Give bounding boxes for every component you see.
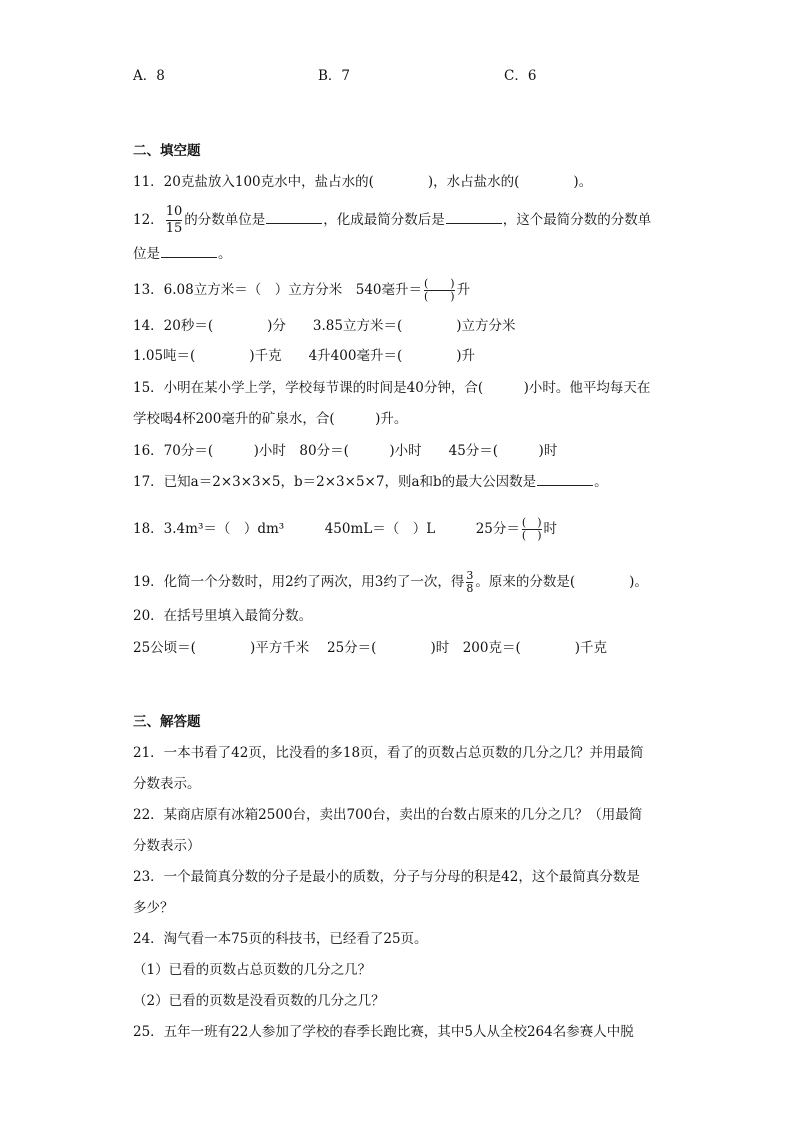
answer-blank[interactable] [266, 209, 322, 224]
q19-text-2: 。原来的分数是( )。 [475, 574, 648, 590]
question-22-line-1: 22．某商店原有冰箱2500台，卖出700台，卖出的台数占原来的几分之几？（用最简 [133, 807, 643, 823]
q18-text-1: 18．3.4m³＝（ ）dm³ 450mL＝（ ）L 25分＝ [133, 521, 520, 537]
question-18 [133, 517, 557, 542]
question-17 [133, 471, 608, 492]
fraction-numerator: 10 [165, 204, 183, 219]
section-title-fill-in: 二、填空题 [133, 143, 201, 159]
question-21-line-2: 分数表示。 [133, 776, 201, 792]
choice-a: A．8 [133, 68, 165, 84]
question-15-line-2: 学校喝4杯200毫升的矿泉水，合( )升。 [133, 411, 408, 427]
question-12-line-2 [133, 243, 232, 264]
fraction-numerator: ( ) [521, 516, 542, 529]
choice-b: B．7 [318, 68, 351, 84]
fraction-blank[interactable] [522, 517, 542, 542]
question-23-line-1: 23．一个最简真分数的分子是最小的质数，分子与分母的积是42，这个最简真分数是 [133, 869, 640, 885]
question-23-line-2: 多少？ [133, 900, 174, 916]
question-11: 11．20克盐放入100克水中，盐占水的( )，水占盐水的( )。 [133, 174, 593, 190]
question-15-line-1: 15．小明在某小学上学，学校每节课的时间是40分钟，合( )小时。他平均每天在 [133, 380, 651, 396]
question-20-line-2: 25公顷＝( )平方千米 25分＝( )时 200克＝( )千克 [133, 640, 608, 656]
question-20-line-1: 20．在括号里填入最简分数。 [133, 608, 313, 624]
fraction-denominator: 8 [466, 582, 474, 595]
choice-c: C．6 [504, 68, 537, 84]
question-19 [133, 570, 648, 595]
question-12 [133, 204, 651, 237]
fraction-numerator: 3 [466, 569, 474, 582]
section-title-solve: 三、解答题 [133, 714, 201, 730]
q13-text-2: 升 [456, 282, 471, 298]
q12-end: 。 [218, 246, 232, 262]
fraction-10-15 [166, 204, 183, 237]
q12-text-3: ，这个最简分数的分数单 [502, 212, 652, 228]
fraction-blank[interactable] [424, 278, 455, 303]
q18-text-2: 时 [543, 521, 557, 537]
fraction-3-8 [466, 570, 473, 595]
q12-text-2: ，化成最简分数后是 [323, 212, 445, 228]
q17-text: 17．已知a＝2×3×3×5，b＝2×3×5×7，则a和b的最大公因数是 [133, 474, 537, 490]
question-24-line-1: 24．淘气看一本75页的科技书，已经看了25页。 [133, 931, 428, 947]
q13-text-1: 13．6.08立方米＝（ ）立方分米 540毫升＝ [133, 282, 423, 298]
fraction-numerator: ( ) [424, 277, 455, 290]
fraction-denominator: ( ) [424, 290, 455, 303]
question-13 [133, 278, 470, 303]
q12-line2-text: 位是 [133, 246, 160, 262]
fraction-denominator: ( ) [521, 529, 542, 542]
q17-end: 。 [594, 474, 608, 490]
fraction-denominator: 15 [165, 221, 183, 236]
q19-text-1: 19．化简一个分数时，用2约了两次，用3约了一次，得 [133, 574, 465, 590]
answer-blank[interactable] [446, 209, 502, 224]
question-14-line-1: 14．20秒＝( )分 3.85立方米＝( )立方分米 [133, 318, 516, 334]
question-25-line-1: 25．五年一班有22人参加了学校的春季长跑比赛，其中5人从全校264名参赛人中脱 [133, 1024, 634, 1040]
question-22-line-2: 分数表示） [133, 838, 201, 854]
question-21-line-1: 21．一本书看了42页，比没看的多18页，看了的页数占总页数的几分之几？并用最简 [133, 745, 644, 761]
question-24-sub-1: （1）已看的页数占总页数的几分之几？ [133, 962, 372, 978]
question-24-sub-2: （2）已看的页数是没看页数的几分之几？ [133, 993, 385, 1009]
question-16: 16．70分＝( )小时 80分＝( )小时 45分＝( )时 [133, 443, 558, 459]
q12-number: 12． [133, 212, 164, 228]
answer-blank[interactable] [161, 243, 217, 258]
q12-text-1: 的分数单位是 [184, 212, 266, 228]
question-14-line-2: 1.05吨＝( )千克 4升400毫升＝( )升 [133, 348, 475, 364]
answer-blank[interactable] [537, 471, 593, 486]
